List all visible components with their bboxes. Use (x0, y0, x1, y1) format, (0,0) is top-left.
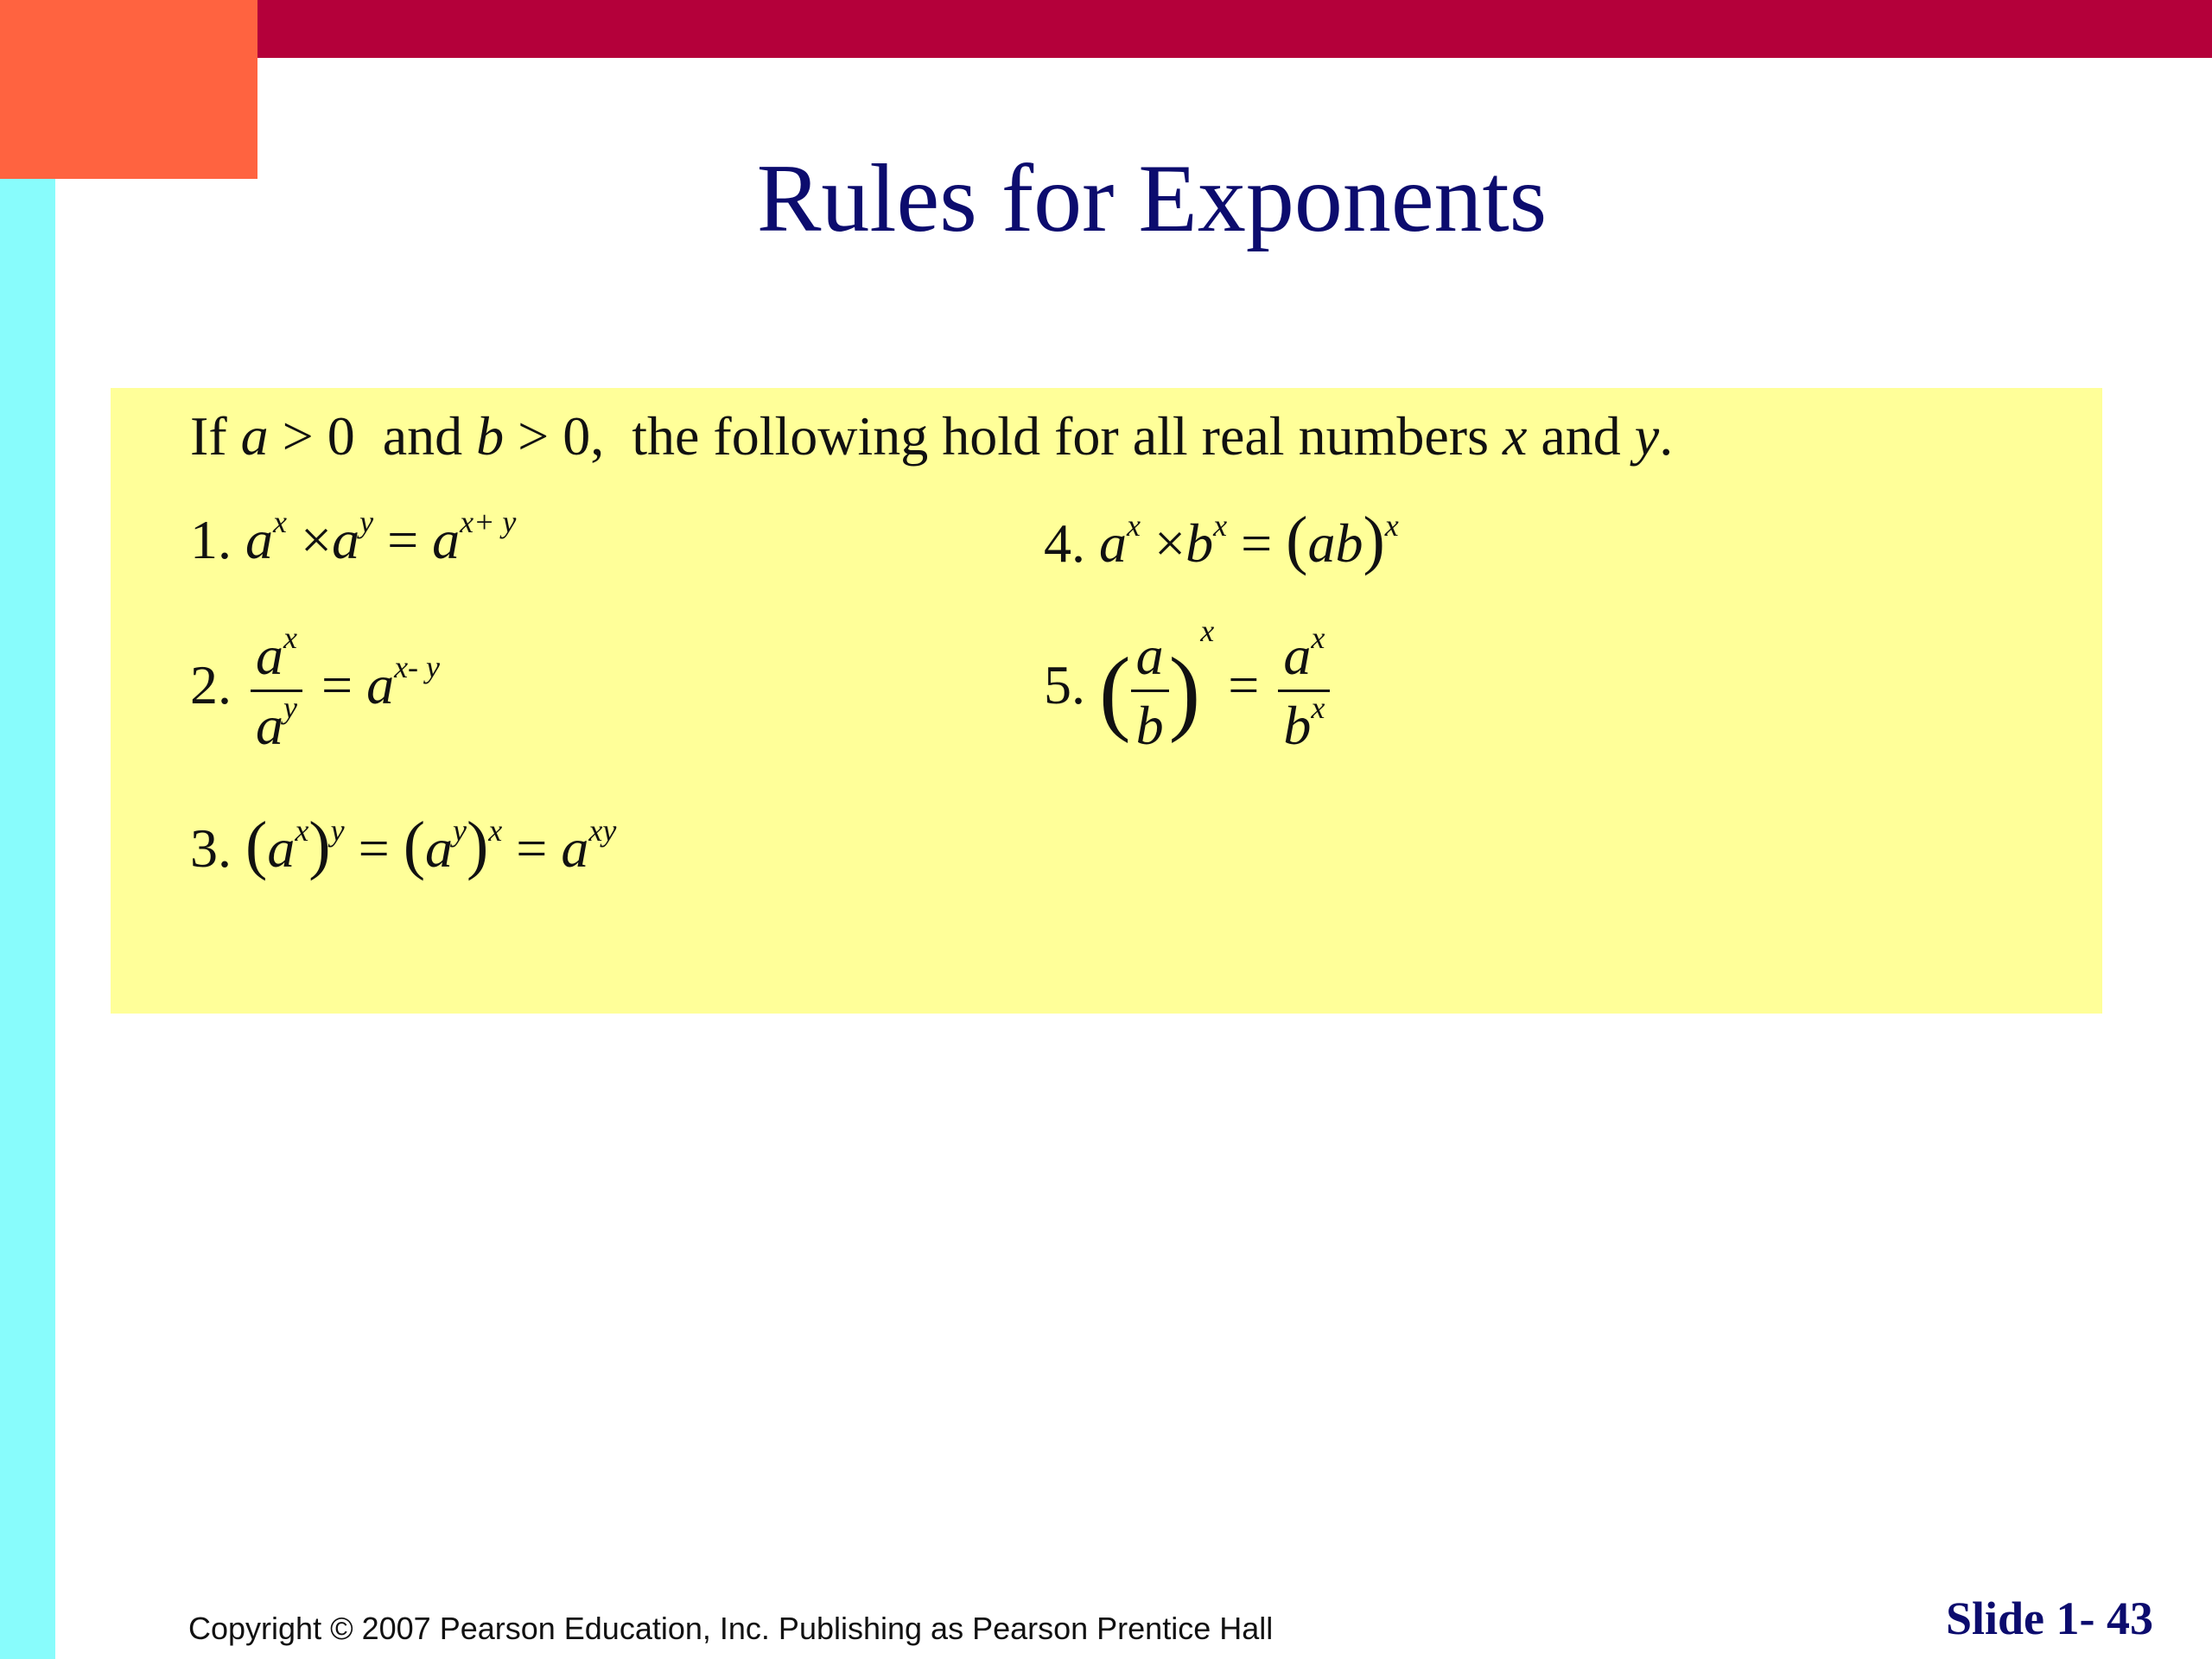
equals-sign: = (1228, 654, 1260, 716)
left-paren: ( (1286, 504, 1308, 576)
base-a: a (245, 509, 273, 570)
intro-gt0-comma: > 0, (518, 405, 605, 467)
copyright-notice: Copyright © 2007 Pearson Education, Inc. Publishing as Pearson Prentice Hall (188, 1611, 1274, 1646)
intro-var-a: a (240, 405, 269, 467)
corner-accent-block (0, 0, 257, 179)
slide-number: Slide 1- 43 (1945, 1592, 2153, 1644)
exponent: x (273, 504, 287, 539)
exponent: x+ y (460, 504, 517, 539)
right-paren: ) (308, 809, 331, 881)
right-paren: ) (466, 809, 489, 881)
equals-sign: = (516, 817, 548, 879)
side-accent-bar (0, 179, 55, 1659)
right-paren: ) (1363, 504, 1385, 576)
base-a: a (432, 509, 461, 570)
intro-if: If (190, 405, 227, 467)
rule-1 (190, 505, 516, 575)
base-a: a (366, 654, 395, 716)
left-paren: ( (245, 809, 268, 881)
intro-and2: and (1541, 405, 1621, 467)
exponent: y (359, 504, 374, 539)
numerator: a (1135, 625, 1164, 686)
base-b: b (1185, 512, 1214, 574)
left-paren: ( (403, 809, 425, 881)
exponent: xy (588, 812, 617, 848)
intro-var-y: y (1634, 405, 1660, 467)
exponent: x (1384, 507, 1399, 543)
result-fraction (1278, 622, 1330, 760)
rule-2 (190, 622, 440, 760)
base-a: a (561, 817, 589, 879)
intro-sentence (190, 402, 1673, 471)
right-paren: ) (1168, 638, 1201, 744)
base-a: a (267, 817, 296, 879)
top-accent-bar (0, 0, 2212, 58)
denominator: b (1135, 695, 1164, 756)
exponent: y (453, 812, 467, 848)
rule-number: 5. (1044, 654, 1085, 716)
rule-number: 4. (1044, 512, 1085, 574)
rule-number: 3. (190, 817, 232, 879)
rule-3 (190, 810, 616, 883)
inner-fraction (1131, 622, 1169, 760)
left-paren: ( (1099, 638, 1131, 744)
intro-text: the following hold for all real numbers (632, 405, 1489, 467)
denominator: $a^y$ (256, 690, 297, 756)
exponent: x (1127, 507, 1141, 543)
base-a: a (332, 509, 360, 570)
equals-sign: = (358, 817, 390, 879)
equals-sign: = (387, 509, 419, 570)
intro-and: and (382, 405, 463, 467)
denominator: $b^x$ (1283, 690, 1325, 756)
rule-4 (1044, 505, 1399, 578)
numerator: $a^x$ (256, 620, 297, 686)
base-a: a (425, 817, 453, 879)
fraction (251, 622, 302, 760)
equals-sign: = (321, 654, 353, 716)
exponent: x (488, 812, 503, 848)
exponent: y (330, 812, 345, 848)
times-sign: × (300, 509, 333, 570)
numerator: $a^x$ (1283, 620, 1325, 686)
times-sign: × (1154, 512, 1186, 574)
base-a: a (1099, 512, 1127, 574)
slide-title: Rules for Exponents (756, 145, 1548, 252)
exponent: x- y (394, 649, 441, 684)
rule-number: 1. (190, 509, 232, 570)
exponent: x (1213, 507, 1228, 543)
equals-sign: = (1241, 512, 1273, 574)
product-ab: ab (1307, 512, 1363, 574)
rule-5 (1044, 613, 1335, 760)
rule-number: 2. (190, 654, 232, 716)
intro-period: . (1659, 405, 1674, 467)
exponent: x (295, 812, 309, 848)
intro-var-b: b (476, 405, 505, 467)
exponent: x (1200, 613, 1215, 648)
intro-gt0: > 0 (282, 405, 355, 467)
intro-var-x: x (1502, 405, 1528, 467)
